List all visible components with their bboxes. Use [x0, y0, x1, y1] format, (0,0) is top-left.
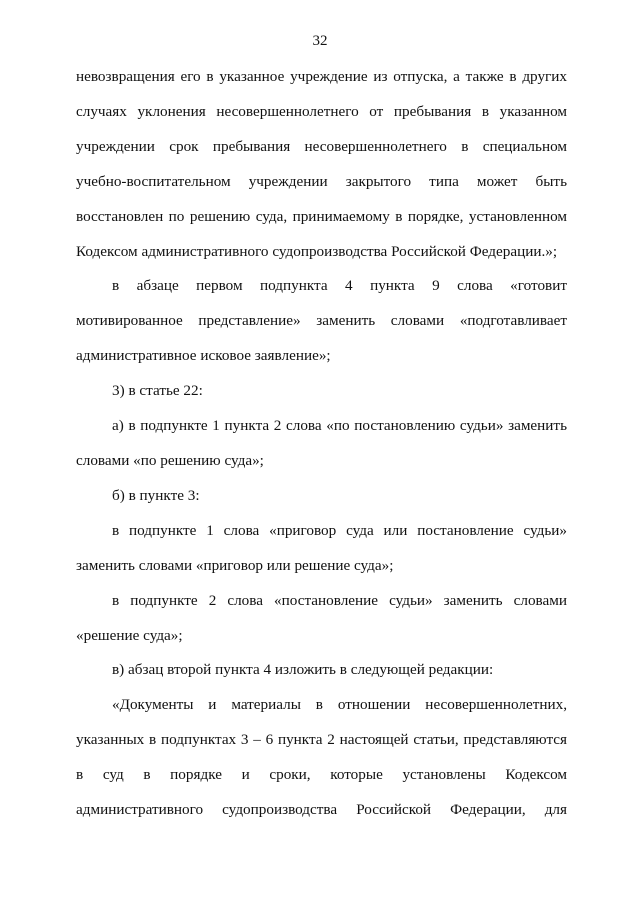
- document-body: [76, 60, 567, 828]
- paragraph-item-a: а) в подпункте 1 пункта 2 слова «по постановлению судьи» заменить словами «по решению суда»;: [76, 417, 567, 469]
- paragraph-subpoint-1: в подпункте 1 слова «приговор суда или постановление судьи» заменить словами «приговор или решение суда»;: [76, 521, 567, 574]
- paragraph-quoted-text: «Документы и материалы в отношении несовершеннолетних, указанных в подпунктах 3 – 6 пункта 2 настоящей статьи, представляются в суд в порядке и сроки, которые установлены Кодексом административного судопроизводства Российской Федерации, для: [76, 696, 567, 819]
- paragraph-item-b: б) в пункте 3:: [112, 486, 200, 504]
- paragraph-item-v: в) абзац второй пункта 4 изложить в следующей редакции:: [112, 661, 494, 679]
- page-number: 32: [312, 33, 328, 49]
- paragraph-subpoint-2: в подпункте 2 слова «постановление судьи» заменить словами «решение суда»;: [76, 591, 567, 644]
- paragraph-article-22: 3) в статье 22:: [112, 382, 203, 400]
- paragraph-amendment-subpoint-4: в абзаце первом подпункта 4 пункта 9 слова «готовит мотивированное представление» заменить словами «подготавливает административное исковое заявление»;: [76, 277, 567, 365]
- paragraph-continuation: невозвращения его в указанное учреждение из отпуска, а также в других случаях уклонения несовершеннолетнего от пребывания в указанном учреждении срок пребывания несовершеннолетнего в специальном учебно-воспитательном учреждении закрытого типа может быть восстановлен по решению суда, принимаемому в порядке, установленном Кодексом административного судопроизводства Российской Федерации.»;: [76, 68, 567, 260]
